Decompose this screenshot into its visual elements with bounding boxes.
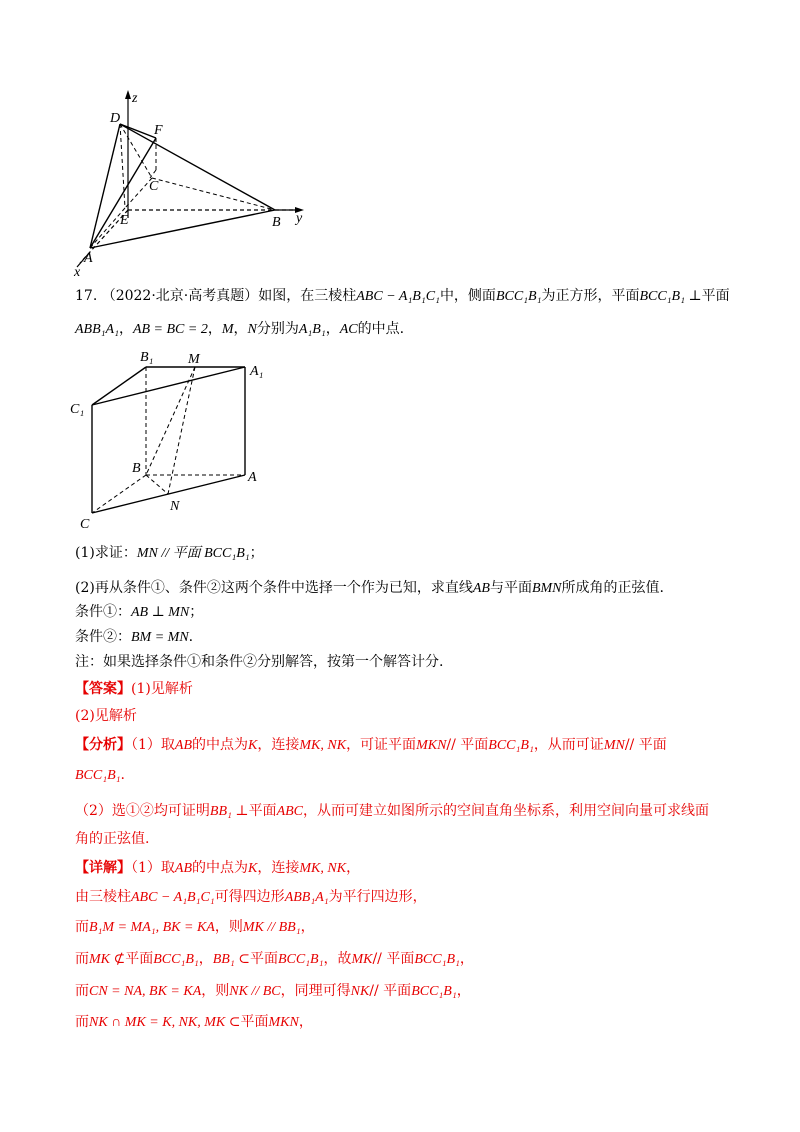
analysis-line3: （2）选①②均可证明BB₁ ⊥平面ABC，从而可建立如图所示的空间直角坐标系，利用空间向量可求线面 — [75, 803, 710, 819]
answer-2: (2)见解析 — [75, 708, 137, 724]
question-1: (1)求证：MN // 平面 BCC₁B₁； — [75, 545, 264, 561]
question-2: (2)再从条件①、条件②这两个条件中选择一个作为已知，求直线AB与平面BMN所成角的正弦值. — [75, 580, 664, 596]
detail-line6: 而NK ∩ MK = K, NK, MK ⊂平面MKN， — [75, 1014, 313, 1030]
detail-line3: 而B₁M = MA₁, BK = KA，则MK // BB₁， — [75, 919, 315, 935]
analysis-line2: BCC₁B₁. — [75, 767, 125, 783]
label-B: B — [132, 461, 141, 476]
problem-statement-line1: 17. （2022·北京·高考真题）如图，在三棱柱ABC − A₁B₁C₁中，侧面BCC₁B₁为正方形，平面BCC₁B₁ ⊥平面 — [75, 288, 730, 304]
label-C: C — [149, 179, 159, 194]
figure-pyramid-coordinates — [60, 88, 320, 278]
analysis-line1: 【分析】（1）取AB的中点为K，连接MK, NK，可证平面MKN// 平面BCC₁B₁，从而可证MN// 平面 — [75, 737, 667, 753]
label-C1: C₁ — [70, 402, 85, 417]
label-M: M — [188, 352, 200, 367]
detail-line2: 由三棱柱ABC − A₁B₁C₁可得四边形ABB₁A₁为平行四边形， — [75, 889, 427, 905]
label-B1: B₁ — [140, 350, 154, 365]
label-y: y — [296, 211, 303, 226]
label-A1: A₁ — [250, 364, 264, 379]
detail-line5: 而CN = NA, BK = KA，则NK // BC，同理可得NK// 平面BCC₁B₁， — [75, 983, 471, 999]
label-N: N — [170, 499, 180, 514]
label-D: D — [110, 111, 121, 126]
condition-2: 条件②：BM = MN. — [75, 629, 194, 645]
label-z: z — [132, 91, 138, 106]
label-A: A — [84, 251, 93, 266]
answer-1: 【答案】(1)见解析 — [75, 681, 193, 697]
condition-1: 条件①：AB ⊥ MN； — [75, 604, 204, 620]
label-A: A — [248, 470, 257, 485]
note: 注：如果选择条件①和条件②分别解答，按第一个解答计分. — [75, 654, 444, 670]
detail-line4: 而MK ⊄平面BCC₁B₁，BB₁ ⊂平面BCC₁B₁，故MK// 平面BCC₁B₁， — [75, 951, 474, 967]
label-E: E — [120, 213, 129, 228]
detail-line1: 【详解】（1）取AB的中点为K，连接MK, NK， — [75, 860, 361, 876]
label-B: B — [272, 215, 281, 230]
analysis-line4: 角的正弦值. — [75, 831, 150, 847]
label-F: F — [154, 123, 163, 138]
label-x: x — [74, 265, 81, 278]
problem-statement-line2: ABB₁A₁，AB = BC = 2，M，N分别为A₁B₁，AC的中点. — [75, 321, 405, 337]
label-C: C — [80, 517, 90, 532]
figure-prism — [60, 345, 280, 535]
